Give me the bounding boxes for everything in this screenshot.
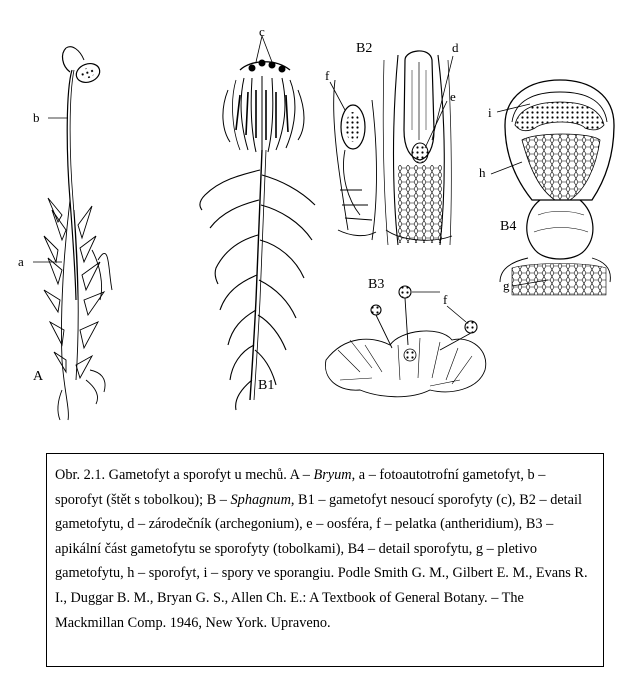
label-B1: B1	[258, 378, 275, 393]
bryum-drawing	[33, 47, 112, 420]
caption-part-3: , B1 – gametofyt nesoucí sporofyty (c), B2 – detail gametofytu, d – zárodečník (archegonium), e – oosféra, f – pelatka (antheridium), B3 – apikální část gametofytu se sporofyty (tobolkami), B4 – detail sporofytu, g – pletivo gametofytu, h – sporofyt, i – spory ve sporangiu. Podle Smith G. M., Gilbert E. M., Evans R. I., Duggar B. M., Bryan G. S., Allen Ch. E.: A Textbook of General Botany. – The Mackmillan Comp. 1946, New York. Upraveno.	[55, 491, 588, 631]
antheridium	[334, 80, 377, 240]
leaf-rosette	[325, 331, 485, 397]
caption-part-2: , a – fotoautotrofní gametofyt, b – sporofyt (štět s tobolkou); B –	[55, 467, 546, 508]
caption-genus-sphagnum: Sphagnum	[230, 491, 291, 508]
label-b: b	[33, 110, 40, 125]
archegonium	[383, 51, 452, 245]
caption-genus-bryum: Bryum	[313, 467, 352, 483]
label-c: c	[259, 24, 265, 39]
capsule-2	[371, 305, 381, 315]
figure-caption	[55, 463, 595, 635]
label-B2: B2	[356, 41, 373, 56]
sphagnum-capitulum	[223, 60, 304, 155]
sporophyte-foot	[527, 200, 593, 259]
label-B3: B3	[368, 277, 385, 292]
bryum-capsule	[63, 47, 103, 86]
label-f: f	[325, 68, 330, 83]
gametophyte-tissue	[512, 264, 606, 296]
label-B4: B4	[500, 219, 517, 234]
label-a: a	[18, 254, 24, 269]
gametophyte-detail-drawing	[330, 51, 453, 245]
label-h: h	[479, 165, 486, 180]
apical-gametophyte-drawing	[325, 286, 485, 397]
sporophyte-detail-drawing	[491, 80, 614, 295]
label-g: g	[503, 278, 510, 293]
label-A: A	[33, 369, 44, 384]
spore-layer	[515, 102, 604, 131]
label-e: e	[450, 89, 456, 104]
sphagnum-gametophyte-drawing	[200, 36, 315, 410]
caption-box	[46, 453, 604, 667]
bryum-gametophyte	[44, 198, 112, 420]
caption-part-1: Obr. 2.1. Gametofyt a sporofyt u mechů. A –	[55, 467, 314, 483]
label-d: d	[452, 40, 459, 55]
capsule-1	[399, 286, 411, 298]
label-f2: f	[443, 292, 448, 307]
capsule-3	[465, 321, 477, 333]
label-i: i	[488, 105, 492, 120]
sphagnum-branches	[200, 170, 315, 410]
